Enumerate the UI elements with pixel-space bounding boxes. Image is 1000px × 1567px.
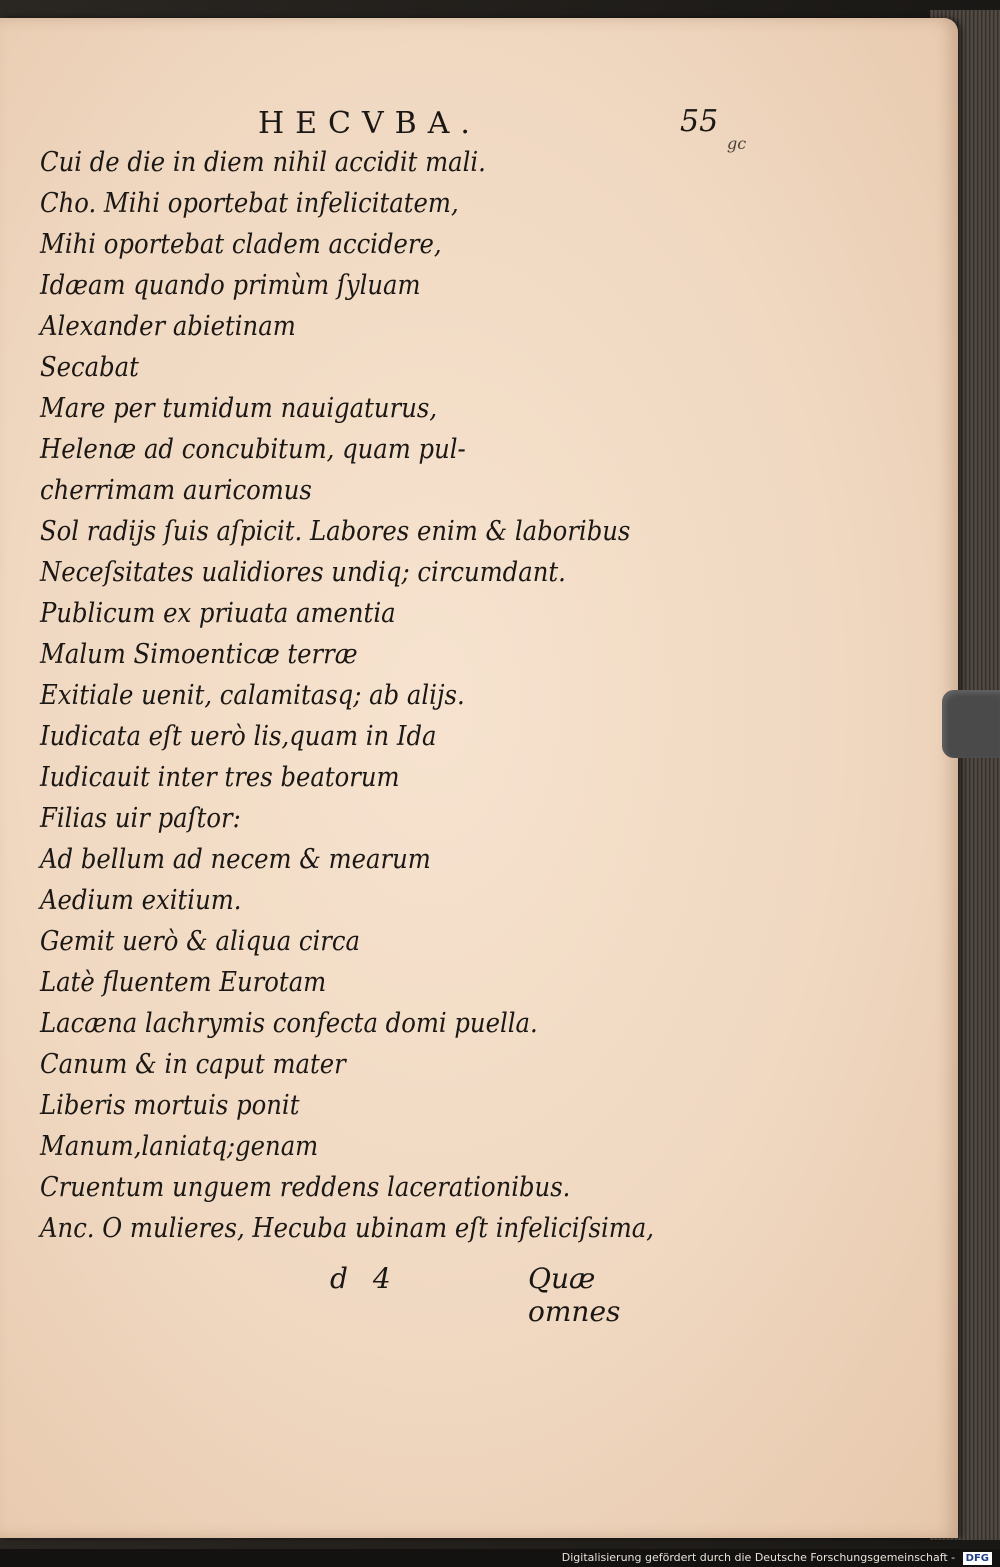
text-line: Neceſsitates ualidiores undiq; circumdant.	[40, 557, 566, 588]
catchword: Quæ omnes	[528, 1262, 621, 1328]
text-line: Aedium exitium.	[40, 885, 242, 916]
text-line: Ad bellum ad necem & mearum	[40, 844, 431, 875]
text-line: Cho. Mihi oportebat infelicitatem,	[40, 188, 459, 219]
text-line: Sol radijs ſuis aſpicit. Labores enim & laboribus	[40, 516, 631, 547]
text-line: Iudicauit inter tres beatorum	[40, 762, 400, 793]
text-line: Secabat	[40, 352, 139, 383]
text-line: Lacæna lachrymis confecta domi puella.	[40, 1008, 538, 1039]
dfg-logo: DFG	[963, 1552, 992, 1565]
text-line: Latè fluentem Eurotam	[40, 967, 327, 998]
text-line: Gemit uerò & aliqua circa	[40, 926, 361, 957]
text-line: Cruentum unguem reddens lacerationibus.	[40, 1172, 571, 1203]
text-line: Cui de die in diem nihil accidit mali.	[40, 147, 486, 178]
text-line: Idæam quando primùm ſyluam	[40, 270, 421, 301]
text-line: Alexander abietinam	[40, 311, 296, 342]
footer-credit	[562, 1549, 992, 1567]
text-line: Mare per tumidum nauigaturus,	[40, 393, 438, 424]
marginal-note: gc	[727, 134, 747, 153]
text-line: cherrimam auricomus	[40, 475, 312, 506]
verse-text-block	[40, 142, 740, 1249]
running-head: HECVBA.	[258, 106, 481, 141]
text-line: Iudicata eſt uerò lis,quam in Ida	[40, 721, 437, 752]
page-number: 55	[680, 104, 719, 139]
text-line: Manum,laniatq;genam	[40, 1131, 319, 1162]
text-line: Publicum ex priuata amentia	[40, 598, 396, 629]
signature-mark: d 4	[330, 1262, 399, 1295]
text-line: Mihi oportebat cladem accidere,	[40, 229, 442, 260]
text-line: Malum Simoenticæ terræ	[40, 639, 358, 670]
text-line: Canum & in caput mater	[40, 1049, 346, 1080]
text-line: Filias uir paſtor:	[40, 803, 241, 834]
text-line: Exitiale uenit, calamitasq; ab alijs.	[40, 680, 465, 711]
footer-credit-text: Digitalisierung gefördert durch die Deutsche Forschungsgemeinschaft -	[561, 1551, 956, 1564]
bookmark-tab	[942, 690, 1000, 758]
text-line: Liberis mortuis ponit	[40, 1090, 300, 1121]
text-line: Anc. O mulieres, Hecuba ubinam eſt infeliciſsima,	[40, 1213, 654, 1244]
text-line: Helenæ ad concubitum, quam pul-	[40, 434, 466, 465]
